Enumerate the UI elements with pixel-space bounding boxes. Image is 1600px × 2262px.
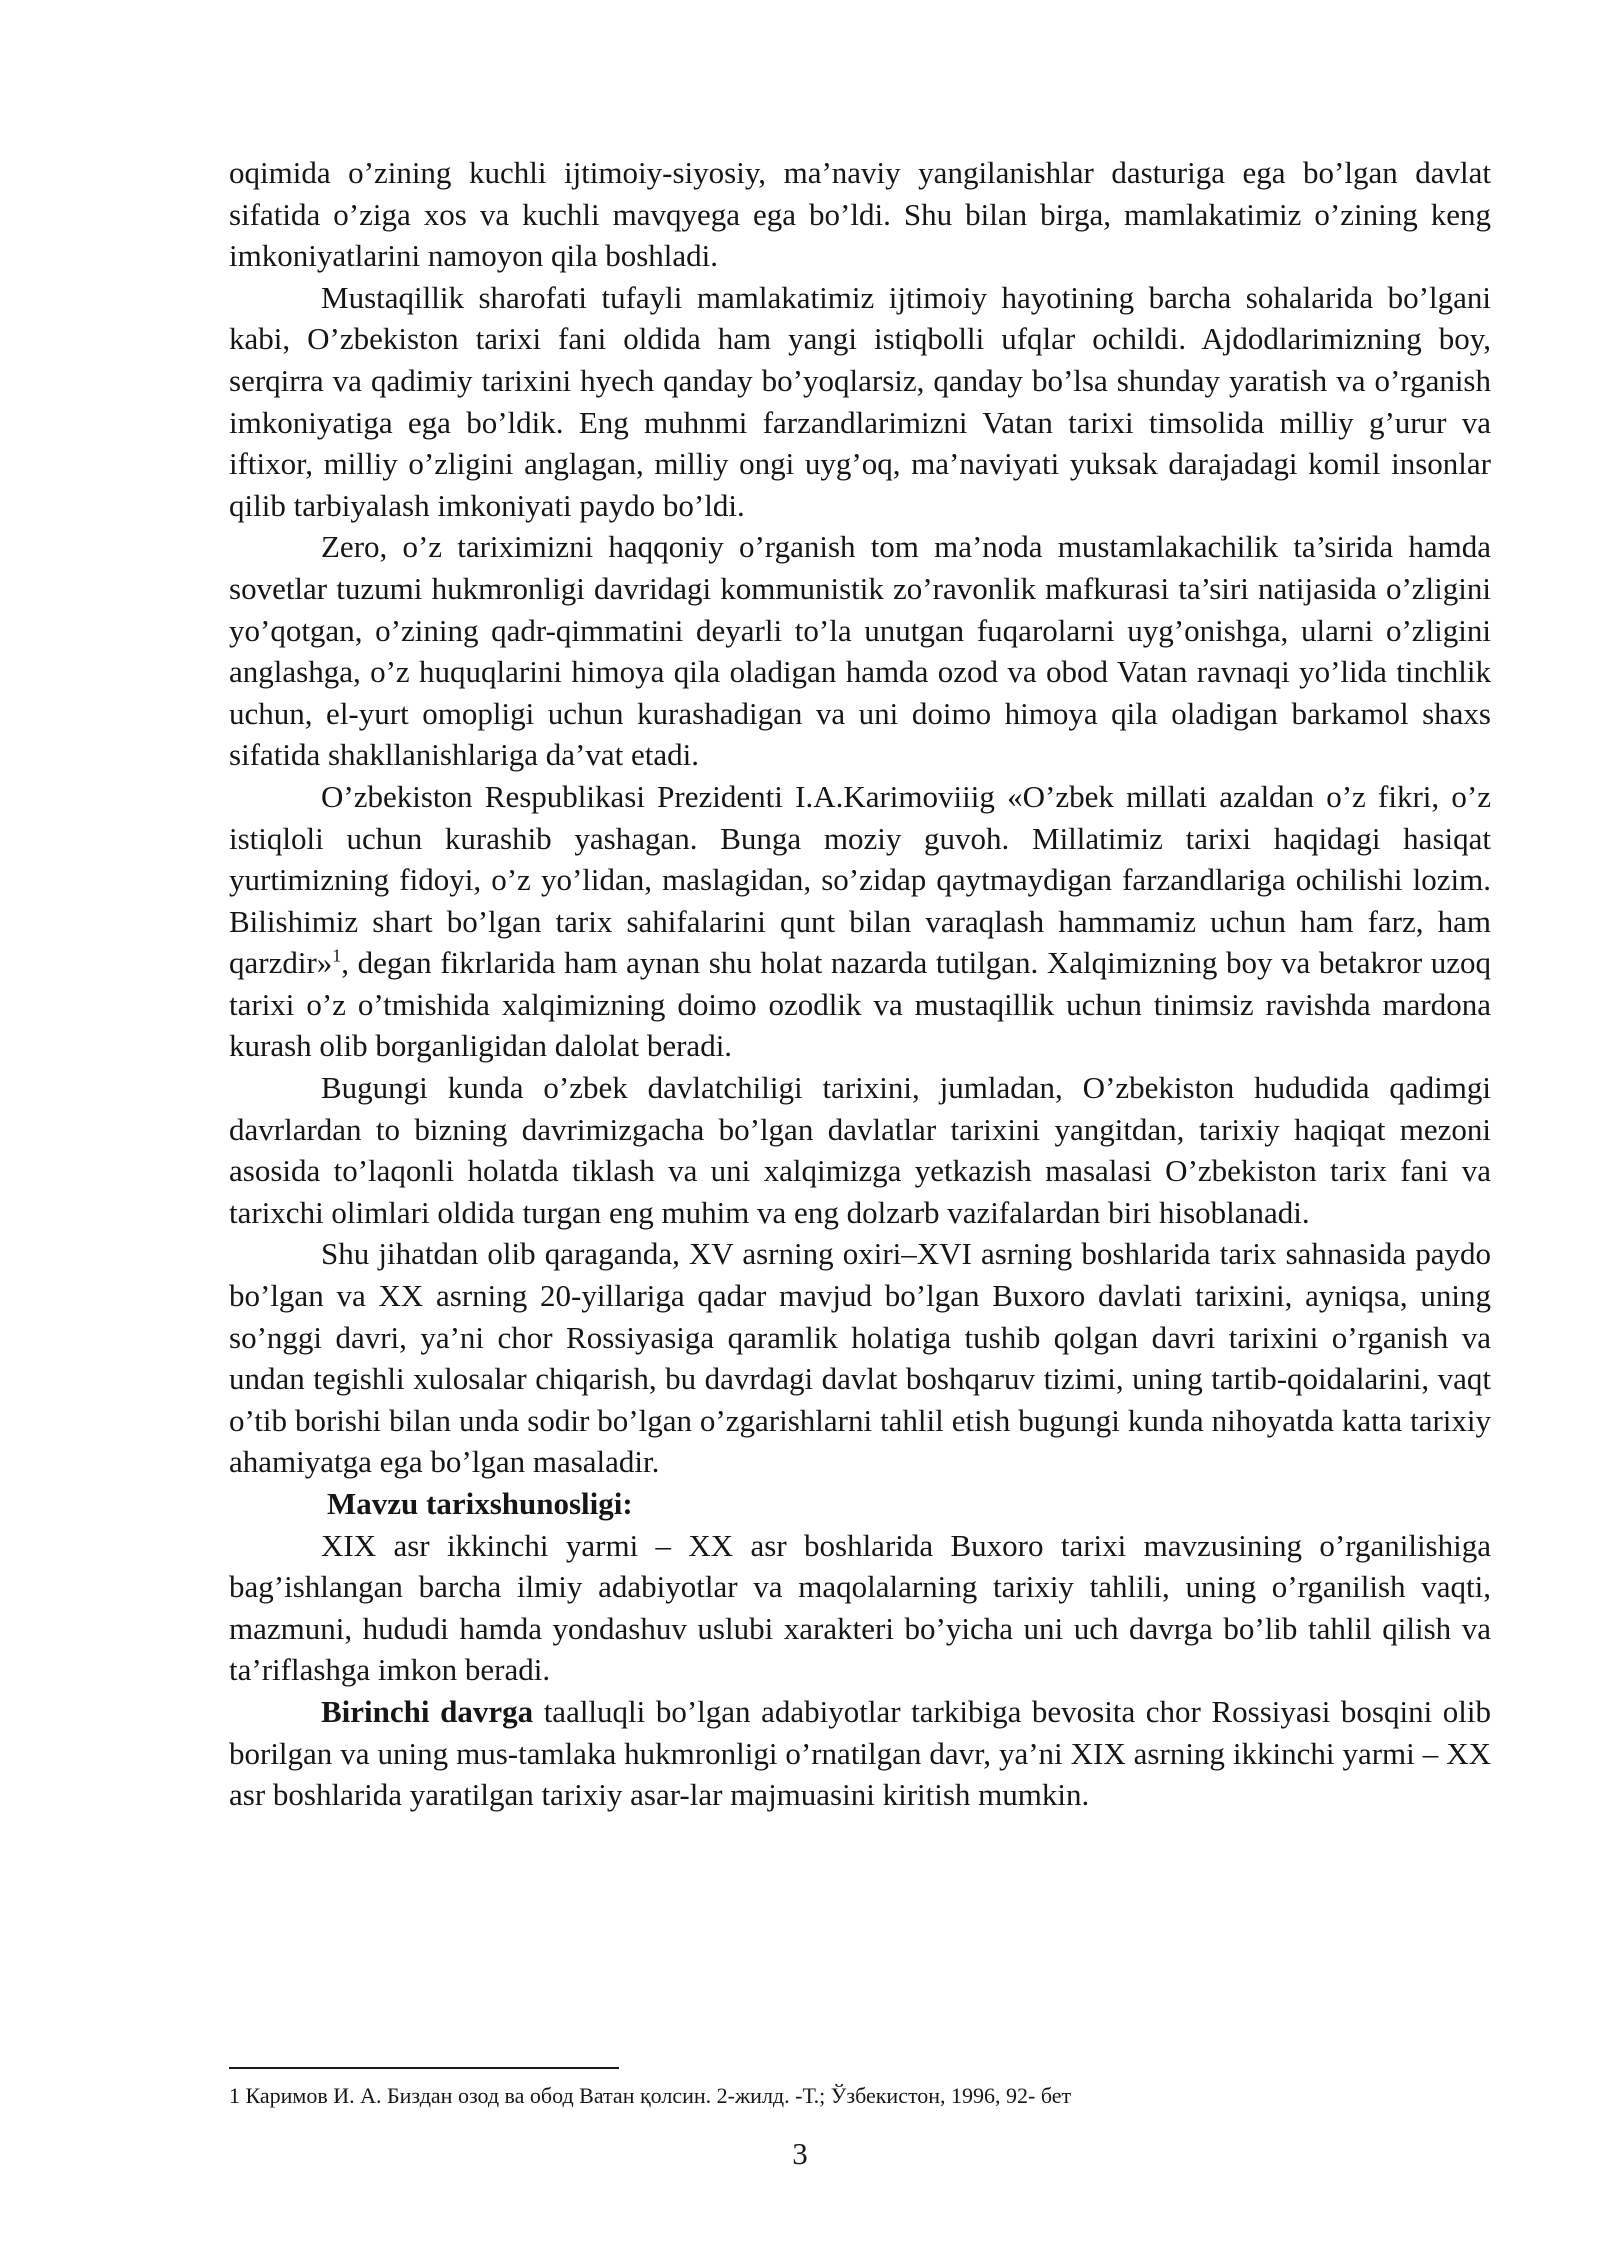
footnote: 1 Каримов И. А. Биздан озод ва обод Ватан қолсин. 2-жилд. -Т.; Ўзбекистон, 1996, 92- бет	[229, 2083, 1072, 2108]
paragraph-independence: Mustaqillik sharofati tufayli mamlakatimiz ijtimoiy hayotining barcha sohalarida bo’lgani kabi, O’zbekiston tarixi fani oldida ham yangi istiqbolli ufqlar ochildi. Ajdodlarimizning boy, serqirra va qadimiy tarixini hyech qanday bo’yoqlarsiz, qanday bo’lsa shunday yaratish va o’rganish imkoniyatiga ega bo’ldik. Eng muhnmi farzandlarimizni Vatan tarixi timsolida milliy g’urur va iftixor, milliy o’zligini anglagan, milliy ongi uyg’oq, ma’naviyati yuksak darajadagi komil insonlar qilib tarbiyalash imkoniyati paydo bo’ldi.	[229, 279, 1491, 523]
paragraph-first-period	[229, 1691, 1491, 1816]
footnote-reference: 1	[332, 945, 342, 966]
section-heading: Mavzu tarixshunosligi:	[327, 1486, 633, 1521]
quote-text: O’zbekiston Respublikasi Prezidenti I.A.Karimoviiig «O’zbek millati azaldan o’z fikri, o’z istiqloli uchun kurashib yashagan. Bunga moziy guvoh. Millatimiz tarixi haqidagi hasiqat yurtimizning fidoyi, o’z yo’lidan, maslagidan, so’zidap qaytmaydigan farzandlariga ochilishi lozim. Bilishimiz shart bo’lgan tarix sahifalarini qunt bilan varaqlash hammamiz uchun ham farz, ham qarzdir»	[229, 778, 1491, 981]
paragraph-president-quote	[229, 776, 1491, 1067]
document-body	[229, 152, 1491, 1816]
first-period-text: taalluqli bo’lgan adabiyotlar tarkibiga bevosita chor Rossiyasi bosqini olib borilgan va uning mus-tamlaka hukmronligi o’rnatilgan davr, ya’ni XIX asrning ikkinchi yarmi – XX asr boshlarida yaratilgan tarixiy asar-lar majmuasini kiritish mumkin.	[229, 1693, 1491, 1813]
footnote-divider	[229, 2067, 619, 2069]
paragraph-historiography: XIX asr ikkinchi yarmi – XX asr boshlarida Buxoro tarixi mavzusining o’rganilishiga bag’ishlangan barcha ilmiy adabiyotlar va maqolalarning tarixiy tahlili, uning o’rganilish vaqti, mazmuni, hududi hamda yondashuv uslubi xarakteri bo’yicha uni uch davrga bo’lib tahlil qilish va ta’riflashga imkon beradi.	[229, 1527, 1491, 1688]
page-number: 3	[792, 2136, 808, 2171]
paragraph-history-study: Zero, o’z tariximizni haqqoniy o’rganish tom ma’noda mustamlakachilik ta’sirida hamda sovetlar tuzumi hukmronligi davridagi kommunistik zo’ravonlik mafkurasi ta’siri natijasida o’zligini yo’qotgan, o’zining qadr-qimmatini deyarli to’la unutgan fuqarolarni uyg’onishga, ularni o’zligini anglashga, o’z huquqlarini himoya qila oladigan hamda ozod va obod Vatan ravnaqi yo’lida tinchlik uchun, el-yurt omopligi uchun kurashadigan va uni doimo himoya qila oladigan barkamol shaxs sifatida shakllanishlariga da’vat etadi.	[229, 529, 1491, 773]
paragraph-bukhara: Shu jihatdan olib qaraganda, XV asrning oxiri–XVI asrning boshlarida tarix sahnasida paydo bo’lgan va XX asrning 20-yillariga qadar mavjud bo’lgan Buxoro davlati tarixini, ayniqsa, uning so’nggi davri, ya’ni chor Rossiyasiga qaramlik holatiga tushib qolgan davri tarixini o’rganish va undan tegishli xulosalar chiqarish, bu davrdagi davlat boshqaruv tizimi, uning tartib-qoidalarini, vaqt o’tib borishi bilan unda sodir bo’lgan o’zgarishlarni tahlil etish bugungi kunda nihoyatda katta tarixiy ahamiyatga ega bo’lgan masaladir.	[229, 1236, 1491, 1480]
paragraph-statehood: Bugungi kunda o’zbek davlatchiligi tarixini, jumladan, O’zbekiston hududida qadimgi davrlardan to bizning davrimizgacha bo’lgan davlatlar tarixini yangitdan, tarixiy haqiqat mezoni asosida to’laqonli holatda tiklash va uni xalqimizga yetkazish masalasi O’zbekiston tarix fani va tarixchi olimlari oldida turgan eng muhim va eng dolzarb vazifalardan biri hisoblanadi.	[229, 1070, 1491, 1230]
first-period-lead: Birinchi davrga	[321, 1693, 534, 1729]
paragraph-intro: oqimida o’zining kuchli ijtimoiy-siyosiy, ma’naviy yangilanishlar dasturiga ega bo’lgan davlat sifatida o’ziga xos va kuchli mavqyega ega bo’ldi. Shu bilan birga, mamlakatimiz o’zining keng imkoniyatlarini namoyon qila boshladi.	[229, 155, 1491, 274]
quote-continuation: , degan fikrlarida ham aynan shu holat nazarda tutilgan. Xalqimizning boy va betakror uzoq tarixi o’z o’tmishida xalqimizning doimo ozodlik va mustaqillik uchun tinimsiz ravishda mardona kurash olib borganligidan dalolat beradi.	[229, 945, 1491, 1064]
